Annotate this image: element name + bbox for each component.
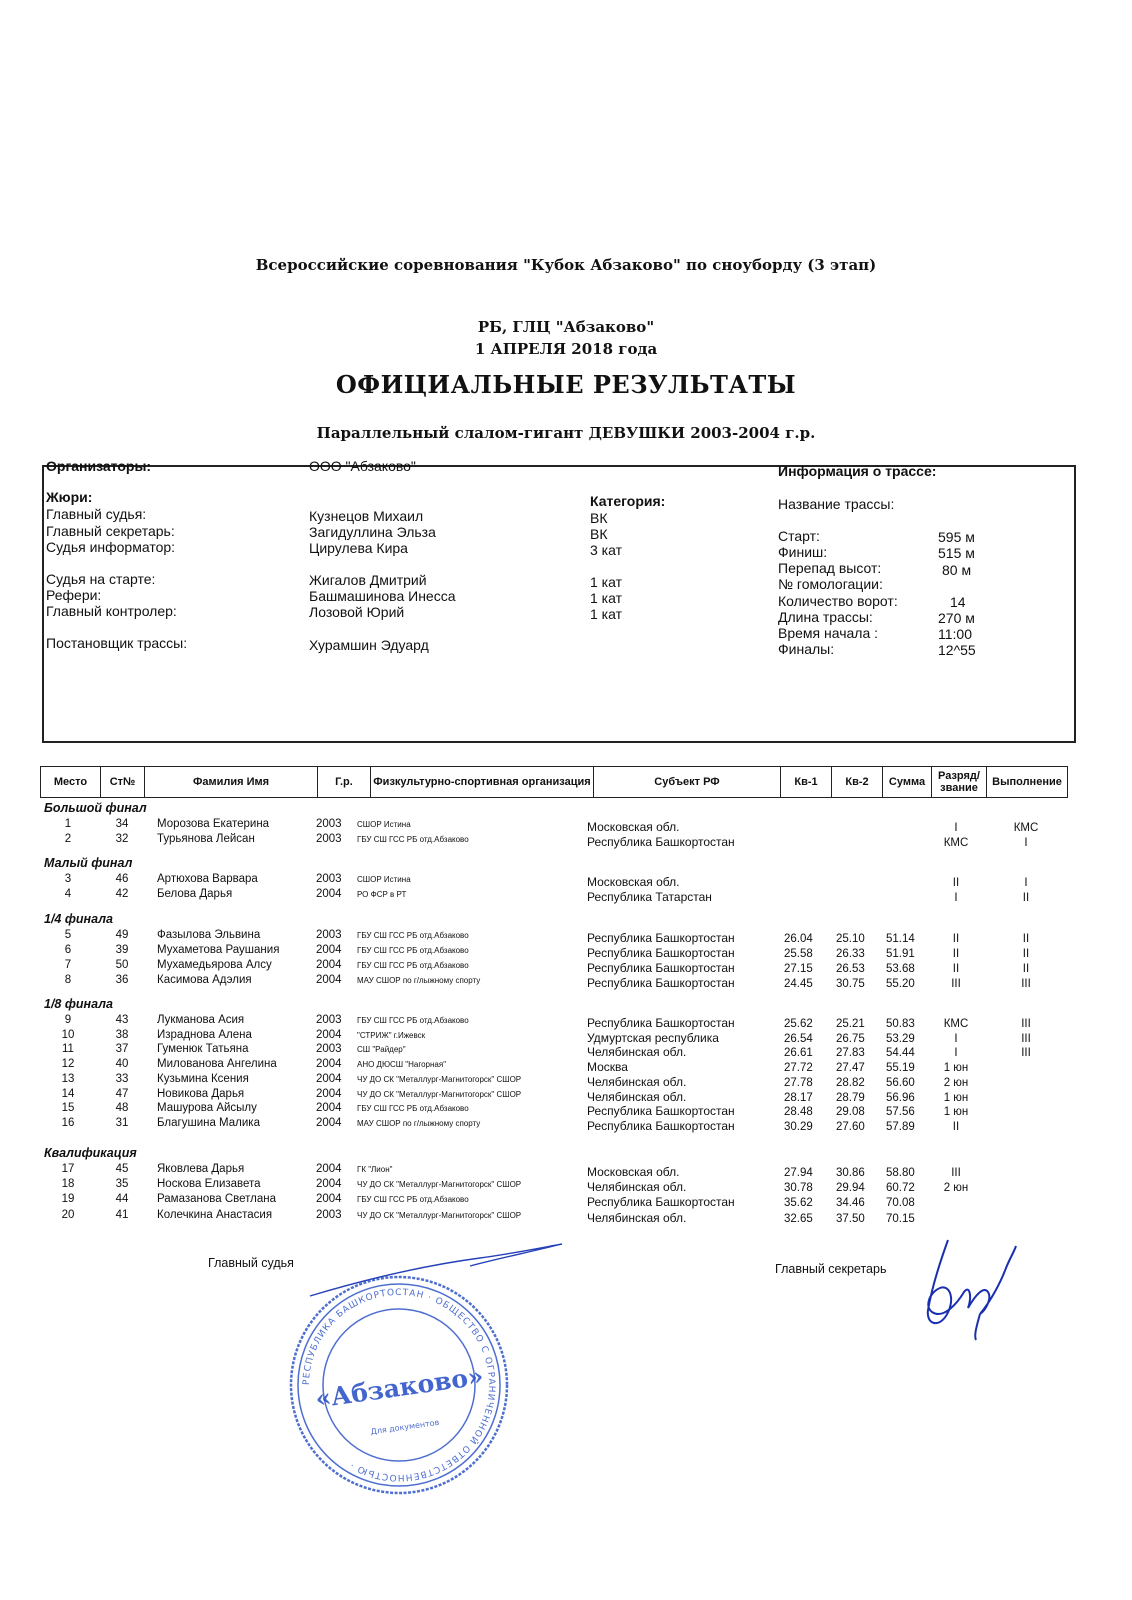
cell-bib: 34 — [115, 818, 129, 830]
cell-bib: 38 — [115, 1028, 129, 1041]
cell-q2: 26.33 — [836, 948, 865, 960]
cell-place: 14 — [61, 1087, 75, 1100]
cell-region: Республика Башкортостан — [587, 946, 735, 960]
cell-q2: 29.08 — [836, 1106, 865, 1119]
cell-sum: 53.29 — [886, 1032, 915, 1045]
cell-year: 2004 — [316, 974, 342, 986]
track-value: 11:00 — [938, 626, 972, 642]
section-title: Большой финал — [44, 801, 147, 815]
cell-bib: 31 — [115, 1116, 129, 1129]
cell-sum: 56.96 — [886, 1091, 915, 1104]
cell-done: I — [1024, 837, 1028, 849]
col-name: Фамилия Имя — [145, 767, 318, 798]
track-header: Информация о трассе: — [778, 463, 937, 479]
stamp-inner-text: Для документов — [370, 1417, 440, 1437]
cell-org: СШОР Истина — [357, 875, 411, 884]
cell-region: Республика Башкортостан — [587, 961, 735, 975]
official-name: Жигалов Дмитрий — [309, 572, 427, 588]
track-label: Время начала : — [778, 625, 879, 641]
cell-name: Лукманова Асия — [157, 1014, 245, 1026]
cell-year: 2003 — [316, 873, 342, 885]
cell-bib: 47 — [115, 1087, 129, 1100]
cell-region: Москва — [587, 1060, 628, 1075]
col-bib: Ст№ — [101, 767, 145, 798]
cell-name: Благушина Малика — [157, 1116, 260, 1129]
cell-name: Турьянова Лейсан — [157, 833, 255, 845]
stamp-center-text: «Абзаково» — [313, 1361, 486, 1414]
cell-name: Машурова Айсылу — [157, 1102, 257, 1115]
section-title: Малый финал — [44, 856, 133, 870]
cell-year: 2004 — [316, 1178, 342, 1191]
cell-done: II — [1022, 892, 1030, 904]
official-role: Главный судья: — [46, 506, 147, 522]
col-fulfillment: Выполнение — [987, 767, 1068, 798]
track-value: 14 — [950, 594, 966, 610]
cell-region: Республика Башкортостан — [587, 1016, 735, 1030]
cell-rank: КМС — [943, 837, 969, 849]
cell-name: Носкова Елизавета — [157, 1178, 261, 1191]
cell-sum: 58.80 — [886, 1167, 915, 1179]
cell-rank: I — [954, 892, 958, 904]
cell-q1: 30.29 — [784, 1120, 813, 1133]
cell-q1: 28.48 — [784, 1106, 813, 1119]
cell-place: 19 — [61, 1193, 75, 1206]
cell-q2: 25.10 — [836, 933, 865, 945]
cell-org: ГК "Лион" — [357, 1165, 393, 1174]
cell-bib: 45 — [115, 1163, 129, 1175]
cell-year: 2003 — [316, 1014, 342, 1026]
cell-sum: 51.14 — [886, 933, 915, 945]
cell-name: Израднова Алена — [157, 1028, 252, 1041]
cell-bib: 44 — [115, 1193, 129, 1206]
cell-q1: 26.54 — [784, 1032, 813, 1045]
track-value: 80 м — [942, 562, 972, 578]
cell-sum: 55.19 — [886, 1062, 915, 1075]
cell-place: 13 — [61, 1072, 75, 1085]
cell-name: Мухамедьярова Алсу — [157, 959, 272, 971]
cell-sum: 60.72 — [886, 1182, 915, 1195]
cell-sum: 70.15 — [886, 1212, 915, 1225]
cell-q1: 25.58 — [784, 948, 813, 960]
col-q1: Кв-1 — [781, 767, 832, 798]
cell-q1: 26.61 — [784, 1047, 813, 1060]
cell-region: Республика Башкортостан — [587, 976, 735, 990]
cell-q1: 27.78 — [784, 1076, 813, 1089]
event-title: Всероссийские соревнования "Кубок Абзаково" по сноуборду (3 этап) — [255, 256, 877, 274]
cell-sum: 57.89 — [886, 1120, 915, 1133]
cell-q1: 28.17 — [784, 1091, 813, 1104]
official-category: 1 кат — [590, 606, 622, 622]
cell-org: ГБУ СШ ГСС РБ отд.Абзаково — [357, 1104, 469, 1114]
cell-region: Челябинская обл. — [587, 1074, 687, 1089]
cell-bib: 35 — [115, 1178, 129, 1191]
cell-bib: 48 — [115, 1102, 129, 1115]
cell-bib: 46 — [115, 873, 129, 885]
col-year: Г.р. — [318, 767, 371, 798]
official-role: Судья информатор: — [46, 539, 176, 555]
cell-year: 2003 — [316, 929, 342, 941]
col-q2: Кв-2 — [832, 767, 883, 798]
cell-year: 2004 — [316, 1058, 342, 1071]
cell-region: Республика Башкортостан — [587, 835, 735, 849]
cell-rank: I — [954, 1047, 958, 1060]
cell-q1: 35.62 — [784, 1197, 813, 1210]
cell-sum: 57.56 — [886, 1106, 915, 1119]
organizers-value: ООО "Абзаково" — [309, 458, 416, 474]
cell-done: III — [1021, 1018, 1031, 1030]
cell-org: РО ФСР в РТ — [357, 890, 407, 899]
secretary-signature — [910, 1232, 1020, 1342]
official-name: Башмашинова Инесса — [309, 588, 456, 604]
cell-name: Рамазанова Светлана — [157, 1193, 277, 1206]
cell-place: 16 — [61, 1116, 75, 1129]
cell-name: Касимова Адэлия — [157, 974, 252, 986]
cell-name: Гуменюк Татьяна — [157, 1043, 249, 1056]
official-role: Главный секретарь: — [46, 523, 175, 539]
cell-org: ГБУ СШ ГСС РБ отд.Абзаково — [357, 835, 469, 844]
cell-year: 2004 — [316, 1116, 342, 1129]
cell-region: Республика Башкортостан — [587, 931, 735, 945]
cell-region: Челябинская обл. — [587, 1210, 687, 1225]
col-place: Место — [41, 767, 101, 798]
cell-org: ГБУ СШ ГСС РБ отд.Абзаково — [357, 1195, 469, 1205]
track-value: 270 м — [938, 610, 975, 626]
cell-org: ЧУ ДО СК "Металлург-Магнитогорск" СШОР — [357, 1210, 522, 1220]
cell-year: 2004 — [316, 1028, 342, 1041]
cell-q2: 27.60 — [836, 1120, 865, 1133]
cell-org: ЧУ ДО СК "Металлург-Магнитогорск" СШОР — [357, 1089, 522, 1099]
track-name-label: Название трассы: — [778, 496, 895, 512]
cell-place: 11 — [62, 1043, 74, 1056]
cell-done: II — [1022, 948, 1030, 960]
cell-bib: 36 — [115, 974, 129, 986]
cell-year: 2003 — [316, 1208, 342, 1221]
official-name: Лозовой Юрий — [309, 604, 405, 620]
cell-rank: 1 юн — [943, 1106, 969, 1119]
cell-done: II — [1022, 963, 1030, 975]
col-region: Субъект РФ — [594, 767, 781, 798]
cell-rank: 1 юн — [943, 1091, 969, 1104]
cell-done: III — [1021, 1047, 1031, 1060]
cell-place: 5 — [64, 929, 72, 941]
cell-name: Милованова Ангелина — [157, 1058, 277, 1071]
info-box — [42, 465, 1076, 743]
track-label: Количество ворот: — [778, 593, 898, 609]
cell-q1: 27.72 — [784, 1062, 813, 1075]
cell-place: 8 — [64, 974, 72, 986]
cell-rank: II — [952, 1120, 960, 1133]
cell-org: МАУ СШОР по г/лыжному спорту — [357, 1118, 481, 1128]
cell-place: 2 — [64, 833, 72, 845]
cell-place: 9 — [64, 1014, 72, 1026]
cell-org: ЧУ ДО СК "Металлург-Магнитогорск" СШОР — [357, 1074, 522, 1084]
section-title: 1/4 финала — [44, 912, 113, 926]
cell-sum: 70.08 — [886, 1197, 915, 1210]
cell-done: III — [1021, 978, 1031, 990]
cell-place: 18 — [61, 1178, 75, 1191]
cell-q1: 32.65 — [784, 1212, 813, 1225]
cell-year: 2003 — [316, 818, 342, 830]
cell-rank: III — [951, 978, 961, 990]
cell-place: 4 — [64, 888, 72, 900]
col-organization: Физкультурно-спортивная организация — [371, 767, 594, 798]
cell-region: Московская обл. — [587, 1165, 680, 1179]
track-label: Финалы: — [778, 641, 835, 657]
official-name: Цирулева Кира — [309, 540, 408, 556]
document-title: ОФИЦИАЛЬНЫЕ РЕЗУЛЬТАТЫ — [335, 370, 797, 399]
cell-year: 2004 — [316, 1163, 342, 1175]
section-title: 1/8 финала — [44, 997, 113, 1011]
cell-year: 2004 — [316, 1193, 342, 1206]
official-category: 1 кат — [590, 590, 622, 606]
cell-q2: 37.50 — [836, 1212, 865, 1225]
cell-bib: 40 — [115, 1058, 129, 1071]
cell-q2: 28.82 — [836, 1076, 865, 1089]
cell-q2: 30.75 — [836, 978, 865, 990]
cell-org: МАУ СШОР по г/лыжному спорту — [357, 976, 481, 985]
cell-q2: 26.53 — [836, 963, 865, 975]
cell-region: Республика Башкортостан — [587, 1118, 735, 1133]
cell-done: I — [1024, 877, 1028, 889]
cell-place: 17 — [61, 1163, 75, 1175]
stamp-ring-text: РЕСПУБЛИКА БАШКОРТОСТАН · ОБЩЕСТВО С ОГРАНИЧЕННОЙ ОТВЕТСТВЕННОСТЬЮ · — [301, 1287, 497, 1483]
cell-name: Мухаметова Раушания — [157, 944, 280, 956]
cell-region: Московская обл. — [587, 820, 680, 834]
official-category: ВК — [590, 526, 608, 542]
chief-secretary-label: Главный секретарь — [775, 1262, 887, 1276]
cell-region: Челябинская обл. — [587, 1180, 687, 1195]
cell-bib: 39 — [115, 944, 129, 956]
official-role: Рефери: — [46, 587, 102, 603]
cell-place: 12 — [61, 1058, 75, 1071]
cell-year: 2004 — [316, 1102, 342, 1115]
cell-sum: 54.44 — [886, 1047, 915, 1060]
cell-sum: 50.83 — [886, 1018, 915, 1030]
cell-place: 7 — [64, 959, 72, 971]
event-date: 1 АПРЕЛЯ 2018 года — [474, 340, 658, 358]
cell-bib: 33 — [115, 1072, 129, 1085]
cell-rank: I — [954, 1032, 958, 1045]
track-label: № гомологации: — [778, 576, 883, 592]
cell-q2: 27.83 — [836, 1047, 865, 1060]
cell-done: II — [1022, 933, 1030, 945]
cell-name: Артюхова Варвара — [157, 873, 258, 885]
cell-q1: 27.94 — [784, 1167, 813, 1179]
cell-year: 2004 — [316, 959, 342, 971]
cell-bib: 43 — [115, 1014, 129, 1026]
cell-org: АНО ДЮСШ "Нагорная" — [357, 1060, 447, 1070]
cell-year: 2003 — [316, 1043, 342, 1056]
cell-place: 15 — [61, 1102, 75, 1115]
cell-org: СШОР Истина — [357, 820, 411, 829]
cell-rank: II — [952, 948, 960, 960]
cell-q1: 30.78 — [784, 1182, 813, 1195]
cell-rank: I — [954, 822, 958, 834]
organization-stamp — [286, 1272, 512, 1498]
cell-place: 20 — [61, 1208, 75, 1221]
cell-org: ГБУ СШ ГСС РБ отд.Абзаково — [357, 961, 469, 970]
cell-org: СШ "Райдер" — [357, 1045, 406, 1055]
cell-org: "СТРИЖ" г.Ижевск — [357, 1030, 426, 1040]
cell-org: ГБУ СШ ГСС РБ отд.Абзаково — [357, 946, 469, 955]
chief-judge-label: Главный судья — [208, 1256, 294, 1270]
cell-year: 2004 — [316, 888, 342, 900]
cell-rank: III — [951, 1167, 961, 1179]
cell-sum: 56.60 — [886, 1076, 915, 1089]
cell-q1: 25.62 — [784, 1018, 813, 1030]
track-value: 595 м — [938, 529, 975, 545]
cell-rank: КМС — [943, 1018, 969, 1030]
cell-place: 10 — [61, 1028, 75, 1041]
track-value: 12^55 — [938, 642, 976, 658]
track-value: 515 м — [938, 545, 975, 561]
cell-year: 2004 — [316, 944, 342, 956]
official-name: Хурамшин Эдуард — [309, 637, 429, 653]
track-label: Длина трассы: — [778, 609, 873, 625]
venue: РБ, ГЛЦ "Абзаково" — [477, 318, 655, 336]
cell-region: Московская обл. — [587, 875, 680, 889]
cell-done: III — [1021, 1032, 1031, 1045]
cell-bib: 50 — [115, 959, 129, 971]
cell-bib: 37 — [115, 1043, 129, 1056]
cell-rank: II — [952, 877, 960, 889]
cell-name: Колечкина Анастасия — [157, 1208, 273, 1221]
cell-done: КМС — [1013, 822, 1039, 834]
cell-name: Белова Дарья — [157, 888, 233, 900]
cell-sum: 55.20 — [886, 978, 915, 990]
cell-name: Яковлева Дарья — [157, 1163, 245, 1175]
cell-year: 2003 — [316, 833, 342, 845]
cell-rank: 2 юн — [943, 1076, 969, 1089]
cell-region: Челябинская обл. — [587, 1089, 687, 1104]
cell-year: 2004 — [316, 1087, 342, 1100]
cell-q2: 30.86 — [836, 1167, 865, 1179]
cell-region: Республика Татарстан — [587, 890, 712, 904]
jury-label: Жюри: — [46, 489, 93, 505]
cell-rank: 2 юн — [943, 1182, 969, 1195]
cell-q1: 24.45 — [784, 978, 813, 990]
cell-name: Морозова Екатерина — [157, 818, 270, 830]
cell-rank: 1 юн — [943, 1062, 969, 1075]
col-rank: Разряд/звание — [932, 767, 987, 798]
cell-q2: 34.46 — [836, 1197, 865, 1210]
section-title: Квалификация — [44, 1146, 137, 1160]
cell-bib: 42 — [115, 888, 129, 900]
cell-sum: 51.91 — [886, 948, 915, 960]
cell-bib: 41 — [115, 1208, 129, 1221]
cell-rank: II — [952, 963, 960, 975]
cell-year: 2004 — [316, 1072, 342, 1085]
cell-region: Республика Башкортостан — [587, 1195, 735, 1210]
official-role: Постановщик трассы: — [46, 635, 188, 651]
track-label: Старт: — [778, 528, 820, 544]
official-name: Кузнецов Михаил — [309, 508, 424, 524]
col-sum: Сумма — [883, 767, 932, 798]
official-category: 1 кат — [590, 574, 622, 590]
cell-bib: 49 — [115, 929, 129, 941]
cell-rank: II — [952, 933, 960, 945]
cell-name: Фазылова Эльвина — [157, 929, 261, 941]
cell-q1: 26.04 — [784, 933, 813, 945]
cell-name: Кузьмина Ксения — [157, 1072, 249, 1085]
cell-region: Республика Башкортостан — [587, 1104, 735, 1119]
cell-q2: 28.79 — [836, 1091, 865, 1104]
cell-sum: 53.68 — [886, 963, 915, 975]
cell-org: ЧУ ДО СК "Металлург-Магнитогорск" СШОР — [357, 1180, 522, 1190]
cell-org: ГБУ СШ ГСС РБ отд.Абзаково — [357, 931, 469, 940]
category-label: Категория: — [590, 493, 666, 509]
cell-name: Новикова Дарья — [157, 1087, 245, 1100]
organizers-label: Организаторы: — [46, 458, 152, 474]
cell-q2: 25.21 — [836, 1018, 865, 1030]
results-table-header — [40, 766, 1068, 798]
cell-bib: 32 — [115, 833, 129, 845]
cell-q2: 27.47 — [836, 1062, 865, 1075]
track-label: Перепад высот: — [778, 560, 882, 576]
cell-place: 1 — [64, 818, 72, 830]
cell-org: ГБУ СШ ГСС РБ отд.Абзаково — [357, 1016, 469, 1025]
cell-q1: 27.15 — [784, 963, 813, 975]
official-category: ВК — [590, 510, 608, 526]
cell-region: Удмуртская республика — [587, 1030, 719, 1045]
cell-region: Челябинская обл. — [587, 1045, 687, 1060]
official-role: Судья на старте: — [46, 571, 156, 587]
track-label: Финиш: — [778, 544, 828, 560]
official-name: Загидуллина Эльза — [309, 524, 436, 540]
cell-q2: 26.75 — [836, 1032, 865, 1045]
official-role: Главный контролер: — [46, 603, 177, 619]
discipline-title: Параллельный слалом-гигант ДЕВУШКИ 2003-2004 г.р. — [316, 424, 816, 442]
cell-q2: 29.94 — [836, 1182, 865, 1195]
cell-place: 3 — [64, 873, 72, 885]
cell-place: 6 — [64, 944, 72, 956]
official-category: 3 кат — [590, 542, 622, 558]
